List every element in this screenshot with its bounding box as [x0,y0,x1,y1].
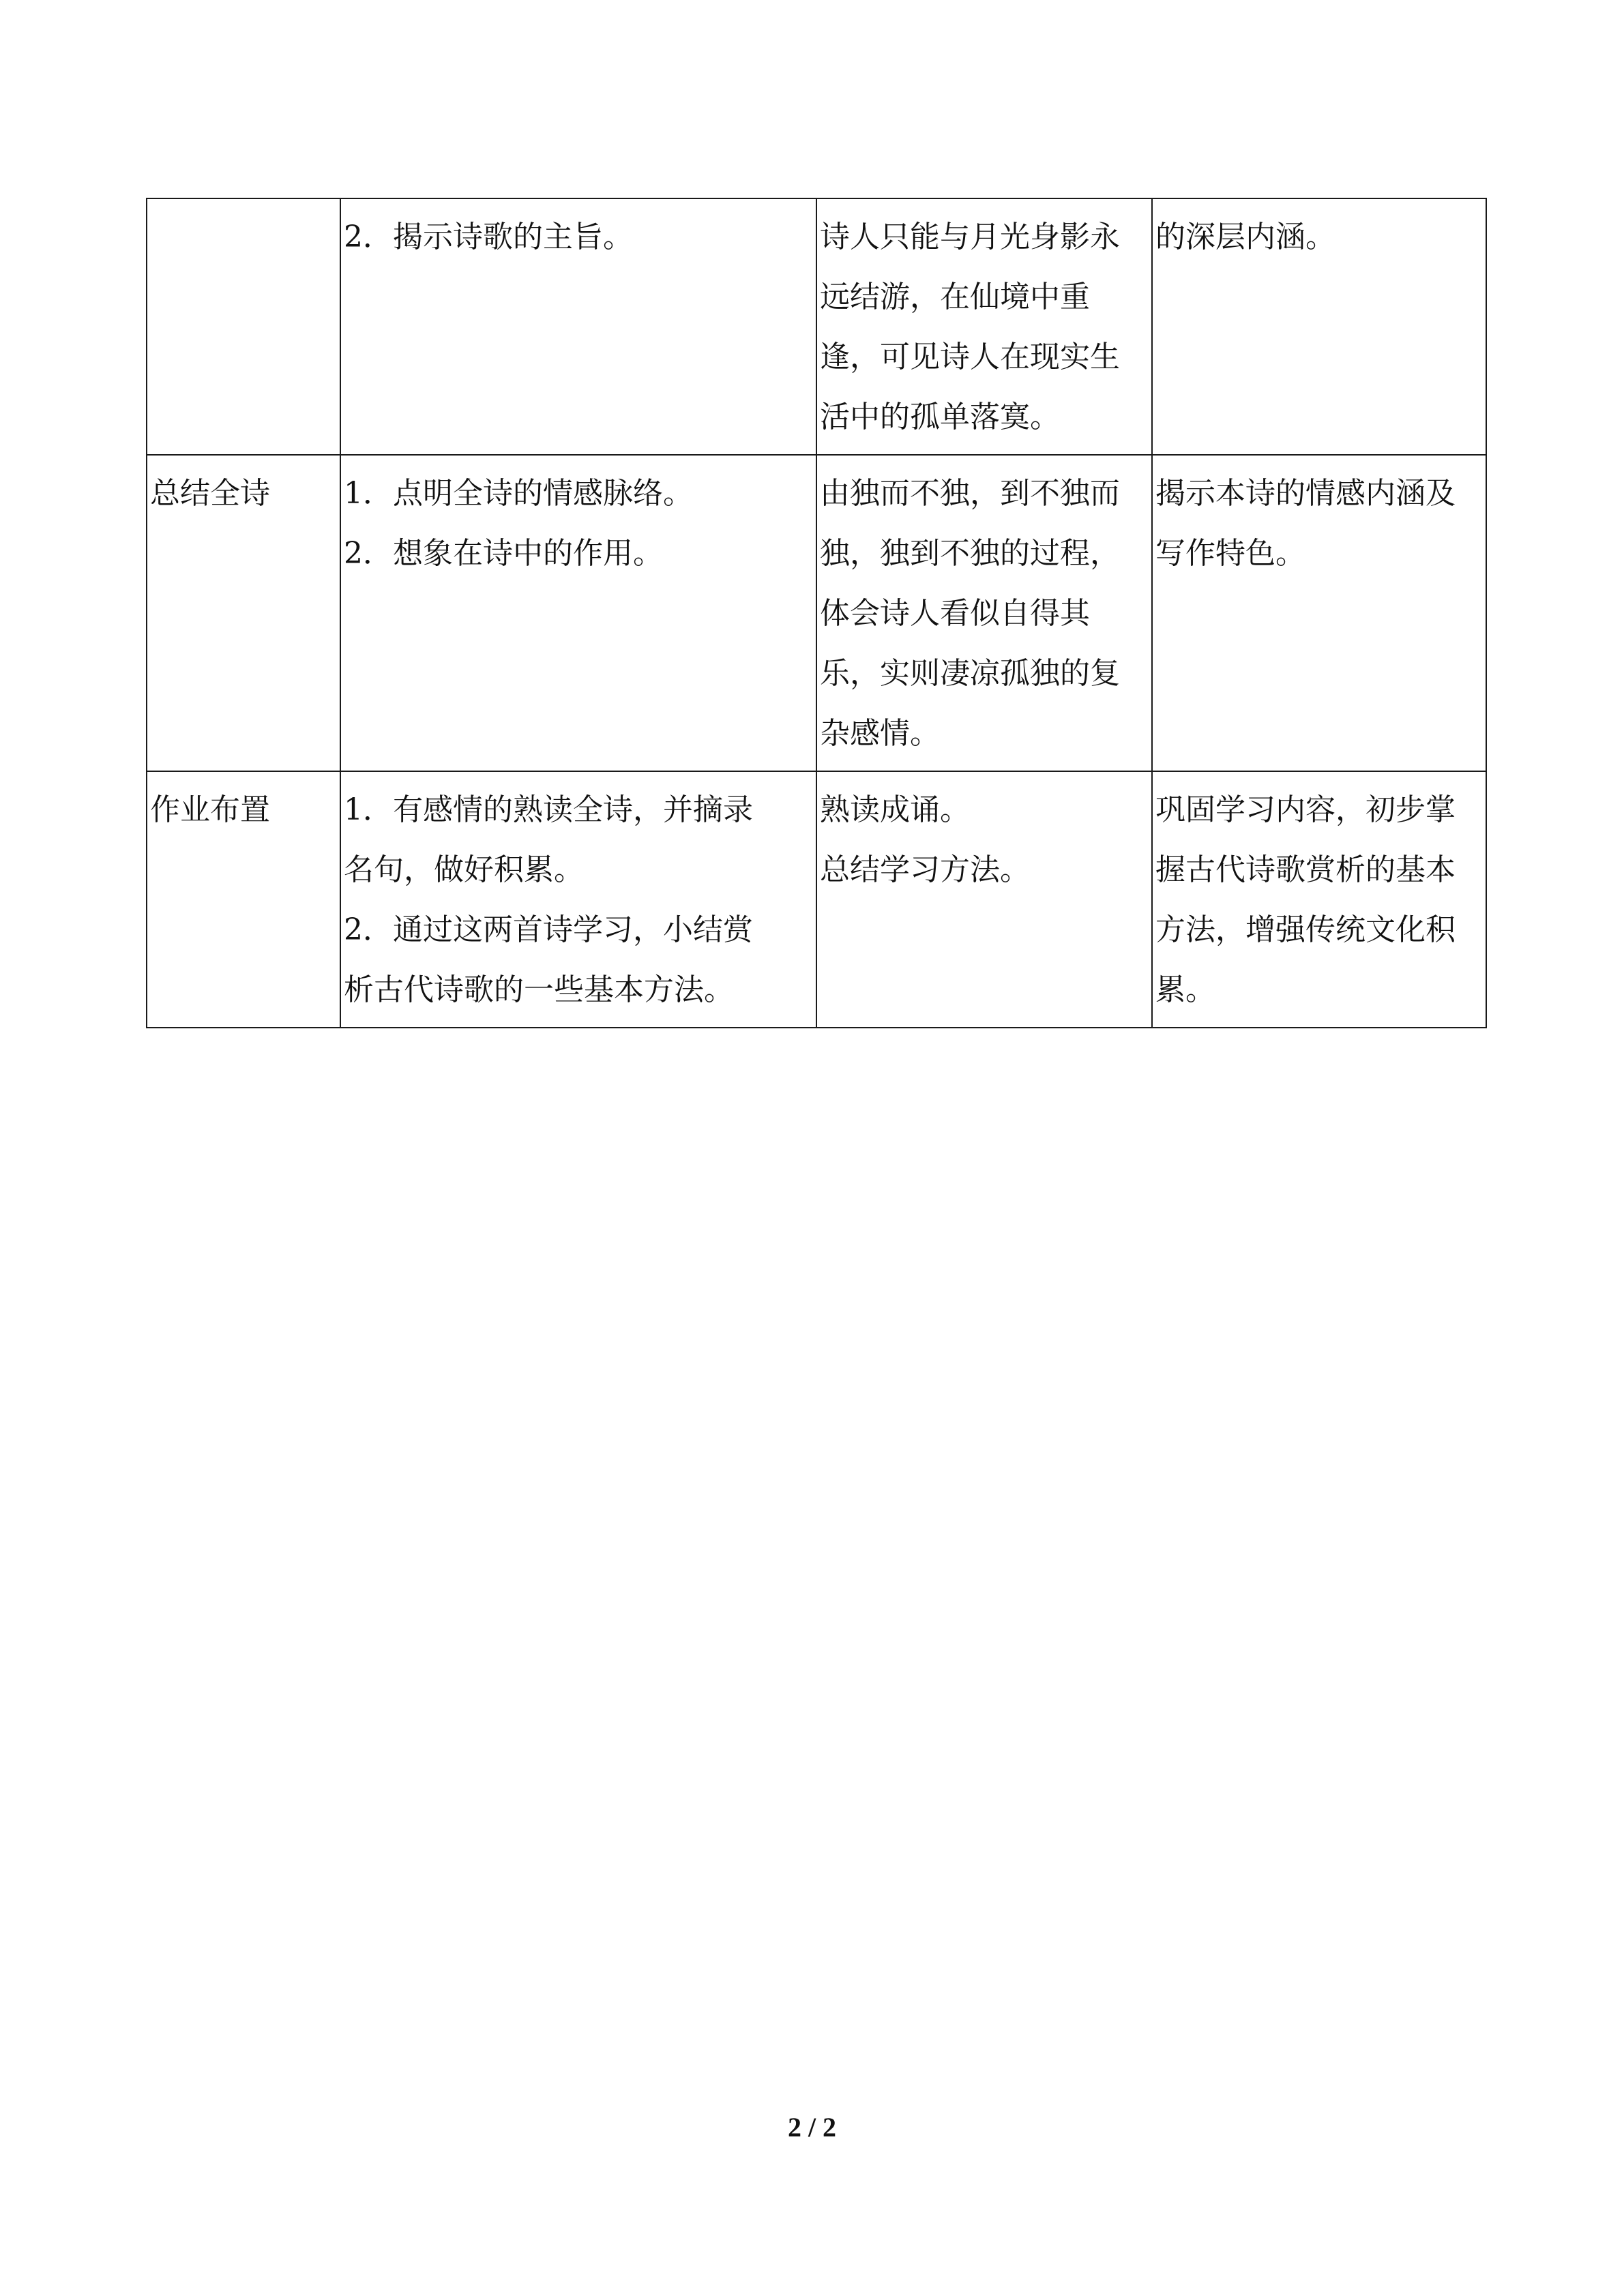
task-line: 1．有感情的熟读全诗，并摘录 [344,792,753,827]
activities-cell [816,198,1152,455]
intent-cell [1152,455,1486,771]
activity-line: 总结学习方法。 [820,852,1030,887]
activity-line: 远结游，在仙境中重 [820,280,1090,314]
intent-cell [1152,771,1486,1028]
intent-line: 累。 [1155,972,1215,1007]
stage-cell [147,198,340,455]
task-line: 2．通过这两首诗学习，小结赏 [344,912,753,947]
activities-cell [816,455,1152,771]
stage-cell [147,455,340,771]
activity-line: 熟读成诵。 [820,792,970,827]
stage-label: 总结全诗 [150,476,270,511]
activity-line: 逢，可见诗人在现实生 [820,340,1120,374]
tasks-cell [340,455,816,771]
intent-line: 写作特色。 [1155,536,1305,571]
activity-line: 乐，实则凄凉孤独的复 [820,656,1120,691]
task-line: 2．想象在诗中的作用。 [344,536,663,571]
tasks-cell [340,198,816,455]
intent-line: 方法，增强传统文化积 [1155,912,1456,947]
tasks-cell [340,771,816,1028]
stage-cell [147,771,340,1028]
task-line: 2．揭示诗歌的主旨。 [344,220,633,254]
activity-line: 独，独到不独的过程， [820,536,1120,571]
table-row [147,771,1486,1028]
table-row [147,455,1486,771]
activity-line: 杂感情。 [820,716,940,751]
page-number: 2 / 2 [787,2112,837,2143]
activity-line: 活中的孤单落寞。 [820,400,1060,434]
lesson-plan-table [146,198,1487,1028]
task-line: 析古代诗歌的一些基本方法。 [344,972,734,1007]
table-row [147,198,1486,455]
activity-line: 诗人只能与月光身影永 [820,220,1120,254]
intent-line: 的深层内涵。 [1155,220,1335,254]
intent-line: 握古代诗歌赏析的基本 [1155,852,1456,887]
stage-label: 作业布置 [150,792,270,827]
task-line: 名句，做好积累。 [344,852,584,887]
intent-line: 揭示本诗的情感内涵及 [1155,476,1456,511]
activity-line: 体会诗人看似自得其 [820,596,1090,631]
task-line: 1．点明全诗的情感脉络。 [344,476,693,511]
intent-cell [1152,198,1486,455]
intent-line: 巩固学习内容，初步掌 [1155,792,1456,827]
activity-line: 由独而不独，到不独而 [820,476,1120,511]
activities-cell [816,771,1152,1028]
